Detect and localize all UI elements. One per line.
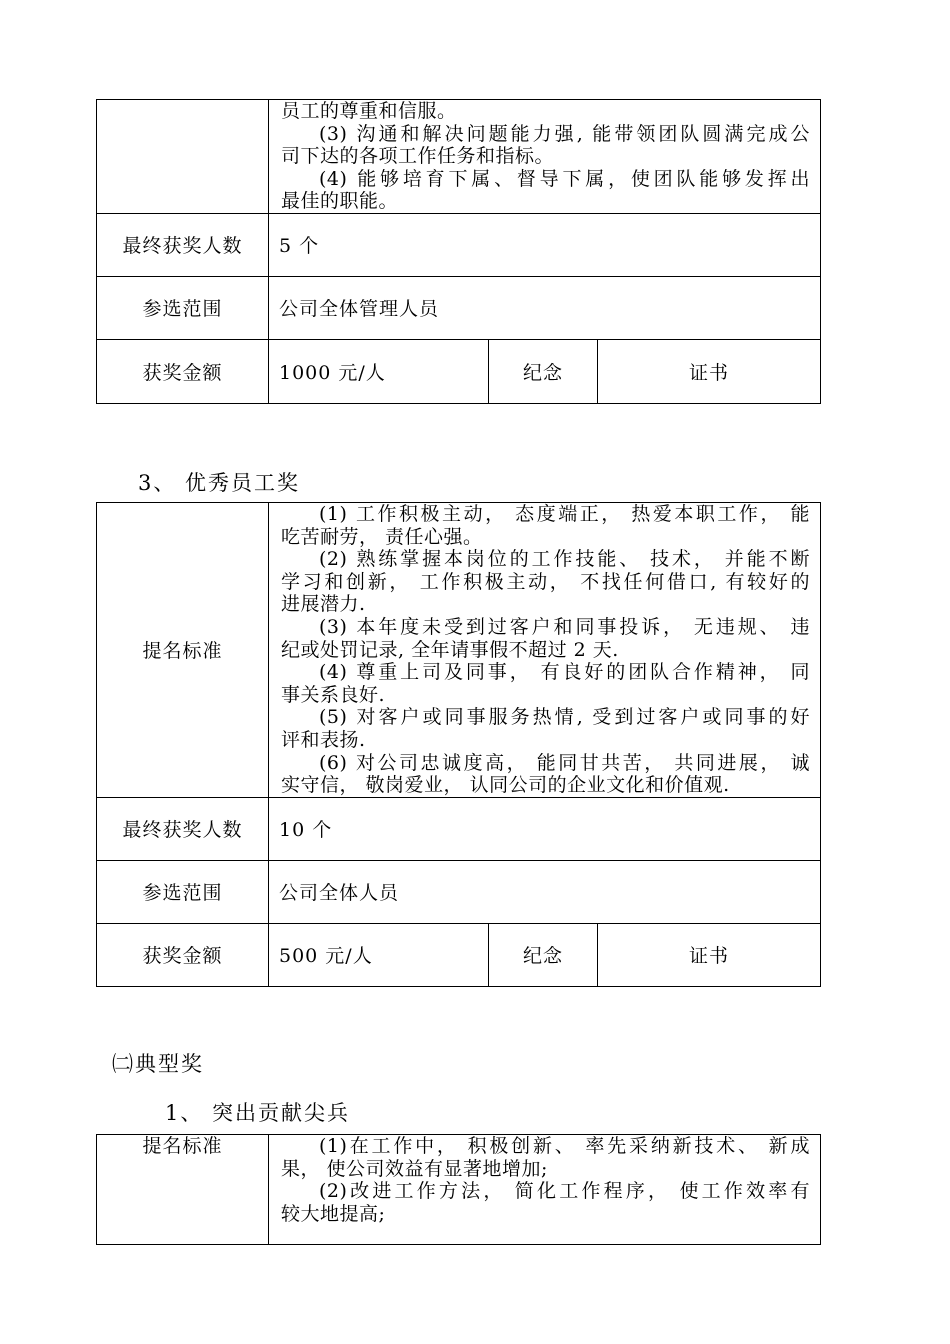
criteria-line: (1)在工作中， 积极创新、 率先采纳新技术、 新成 [319, 1135, 810, 1157]
criteria-line: 吃苦耐劳， 责任心强。 [281, 525, 483, 548]
souvenir-label: 纪念 [489, 339, 598, 403]
criteria-cell [269, 100, 821, 214]
criteria-cell [269, 503, 821, 798]
scope-value: 公司全体人员 [269, 860, 821, 923]
criteria-line: (2)改进工作方法， 简化工作程序， 使工作效率有 [319, 1180, 810, 1203]
winner-count-label: 最终获奖人数 [97, 213, 269, 276]
scope-label: 参选范围 [97, 860, 269, 923]
section-heading-typical-award: ㈡典型奖 [112, 1052, 204, 1076]
scope-label: 参选范围 [97, 276, 269, 339]
criteria-line: 评和表扬. [281, 728, 366, 751]
amount-label: 获奖金额 [97, 923, 269, 986]
souvenir-value: 证书 [598, 339, 821, 403]
souvenir-label: 纪念 [489, 923, 598, 986]
criteria-line: (3) 本年度未受到过客户和同事投诉， 无违规、 违 [319, 615, 811, 638]
section-heading-excellent-employee: 3、 优秀员工奖 [138, 471, 301, 495]
criteria-line: 员工的尊重和信服。 [281, 100, 457, 122]
amount-value: 500 元/人 [269, 923, 489, 986]
criteria-label-cell [97, 100, 269, 214]
criteria-cell [269, 1135, 821, 1245]
criteria-line: 学习和创新， 工作积极主动， 不找任何借口, 有较好的 [281, 570, 811, 593]
souvenir-value: 证书 [598, 923, 821, 986]
criteria-label: 提名标准 [97, 503, 269, 798]
scope-value: 公司全体管理人员 [269, 276, 821, 339]
award-table-contribution [96, 1134, 821, 1245]
criteria-line: (2) 熟练掌握本岗位的工作技能、 技术， 并能不断 [319, 548, 811, 571]
winner-count-value: 10 个 [269, 797, 821, 860]
criteria-line: 实守信， 敬岗爱业， 认同公司的企业文化和价值观. [281, 774, 730, 797]
award-table-manager [96, 99, 821, 404]
winner-count-label: 最终获奖人数 [97, 797, 269, 860]
award-table-employee [96, 502, 821, 987]
criteria-line: 司下达的各项工作任务和指标。 [281, 145, 555, 168]
section-heading-outstanding-contribution: 1、 突出贡献尖兵 [165, 1101, 351, 1125]
criteria-line: (4) 能够培育下属、督导下属，使团队能够发挥出 [319, 167, 811, 190]
criteria-line: 果， 使公司效益有显著地增加; [281, 1157, 548, 1180]
criteria-line: (1) 工作积极主动， 态度端正， 热爱本职工作， 能 [319, 503, 811, 525]
criteria-line: (5) 对客户或同事服务热情, 受到过客户或同事的好 [319, 706, 811, 729]
amount-value: 1000 元/人 [269, 339, 489, 403]
amount-label: 获奖金额 [97, 339, 269, 403]
criteria-line: (6) 对公司忠诚度高， 能同甘共苦， 共同进展， 诚 [319, 751, 811, 774]
criteria-line: 较大地提高; [281, 1202, 386, 1225]
criteria-line: (3) 沟通和解决问题能力强, 能带领团队圆满完成公 [319, 122, 811, 145]
criteria-line: 进展潜力. [281, 593, 366, 616]
winner-count-value: 5 个 [269, 213, 821, 276]
criteria-line: 最佳的职能。 [281, 190, 399, 213]
criteria-line: (4) 尊重上司及同事， 有良好的团队合作精神， 同 [319, 661, 811, 684]
criteria-label: 提名标准 [97, 1135, 269, 1245]
criteria-line: 纪或处罚记录, 全年请事假不超过 2 天. [281, 638, 619, 661]
criteria-line: 事关系良好. [281, 683, 386, 706]
